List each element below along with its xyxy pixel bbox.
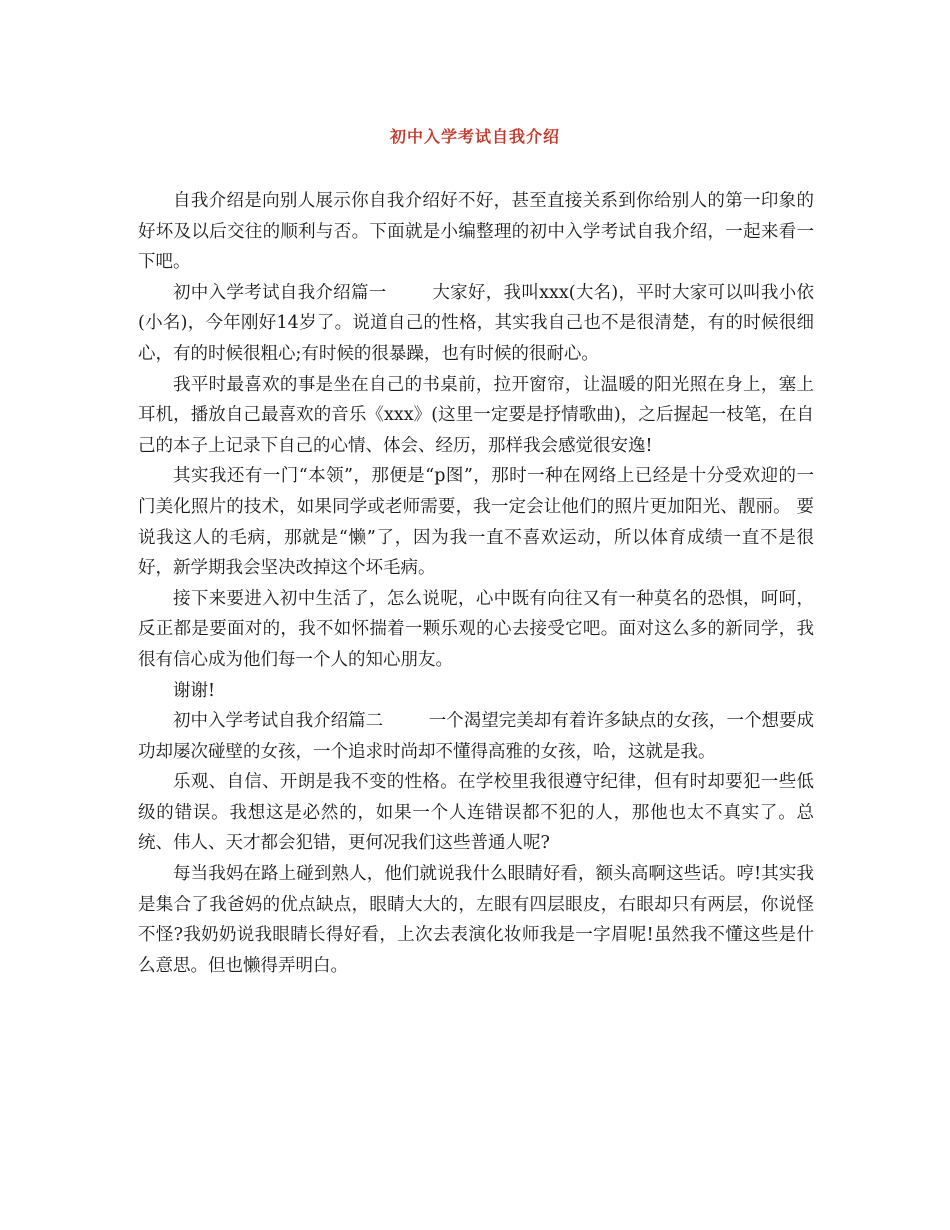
section-two-heading: 初中入学考试自我介绍篇二 — [173, 711, 384, 732]
section-one-heading: 初中入学考试自我介绍篇一 — [173, 282, 387, 303]
section-one-paragraph — [138, 278, 814, 370]
document-body — [138, 186, 814, 981]
hobby-paragraph: 我平时最喜欢的事是坐在自己的书桌前，拉开窗帘，让温暖的阳光照在身上，塞上耳机，播放自己最喜欢的音乐《xxx》(这里一定要是抒情歌曲)，之后握起一枝笔，在自己的本子上记录下自己的心情、体会、经历，那样我会感觉很安逸! — [138, 374, 814, 456]
document-title: 初中入学考试自我介绍 — [389, 127, 560, 146]
personality-paragraph: 乐观、自信、开朗是我不变的性格。在学校里我很遵守纪律，但有时却要犯一些低级的错误。我想这是必然的，如果一个人连错误都不犯的人，那他也太不真实了。总统、伟人、天才都会犯错，更何况我们这些普通人呢? — [138, 772, 814, 854]
thanks-paragraph: 谢谢! — [173, 680, 216, 701]
appearance-paragraph: 每当我妈在路上碰到熟人，他们就说我什么眼睛好看，额头高啊这些话。哼!其实我是集合了我爸妈的优点缺点，眼睛大大的，左眼有四层眼皮，右眼却只有两层，你说怪不怪?我奶奶说我眼睛长得好看，上次去表演化妆师我是一字眉呢!虽然我不懂这些是什么意思。但也懒得弄明白。 — [138, 864, 814, 976]
intro-paragraph: 自我介绍是向别人展示你自我介绍好不好，甚至直接关系到你给别人的第一印象的好坏及以后交往的顺利与否。下面就是小编整理的初中入学考试自我介绍，一起来看一下吧。 — [138, 191, 814, 273]
section-one-text: 大家好，我叫xxx(大名)，平时大家可以叫我小依(小名)，今年刚好14岁了。说道自己的性格，其实我自己也不是很清楚，有的时候很细心，有的时候很粗心;有时候的很暴躁，也有时候的很耐心。 — [138, 282, 815, 364]
section-two-text: 一个渴望完美却有着许多缺点的女孩，一个想要成功却屡次碰壁的女孩，一个追求时尚却不懂得高雅的女孩，哈，这就是我。 — [138, 711, 815, 762]
section-two-paragraph — [138, 706, 814, 767]
skill-paragraph: 其实我还有一门“本领”，那便是“p图”，那时一种在网络上已经是十分受欢迎的一门美化照片的技术，如果同学或老师需要，我一定会让他们的照片更加阳光、靓丽。 要说我这人的毛病，那就是“懒”了，因为我一直不喜欢运动，所以体育成绩一直不是很好，新学期我会坚决改掉这个坏毛病。 — [138, 466, 814, 579]
future-paragraph: 接下来要进入初中生活了，怎么说呢，心中既有向往又有一种莫名的恐惧，呵呵，反正都是要面对的，我不如怀揣着一颗乐观的心去接受它吧。面对这么多的新同学，我很有信心成为他们每一个人的知心朋友。 — [138, 588, 814, 670]
